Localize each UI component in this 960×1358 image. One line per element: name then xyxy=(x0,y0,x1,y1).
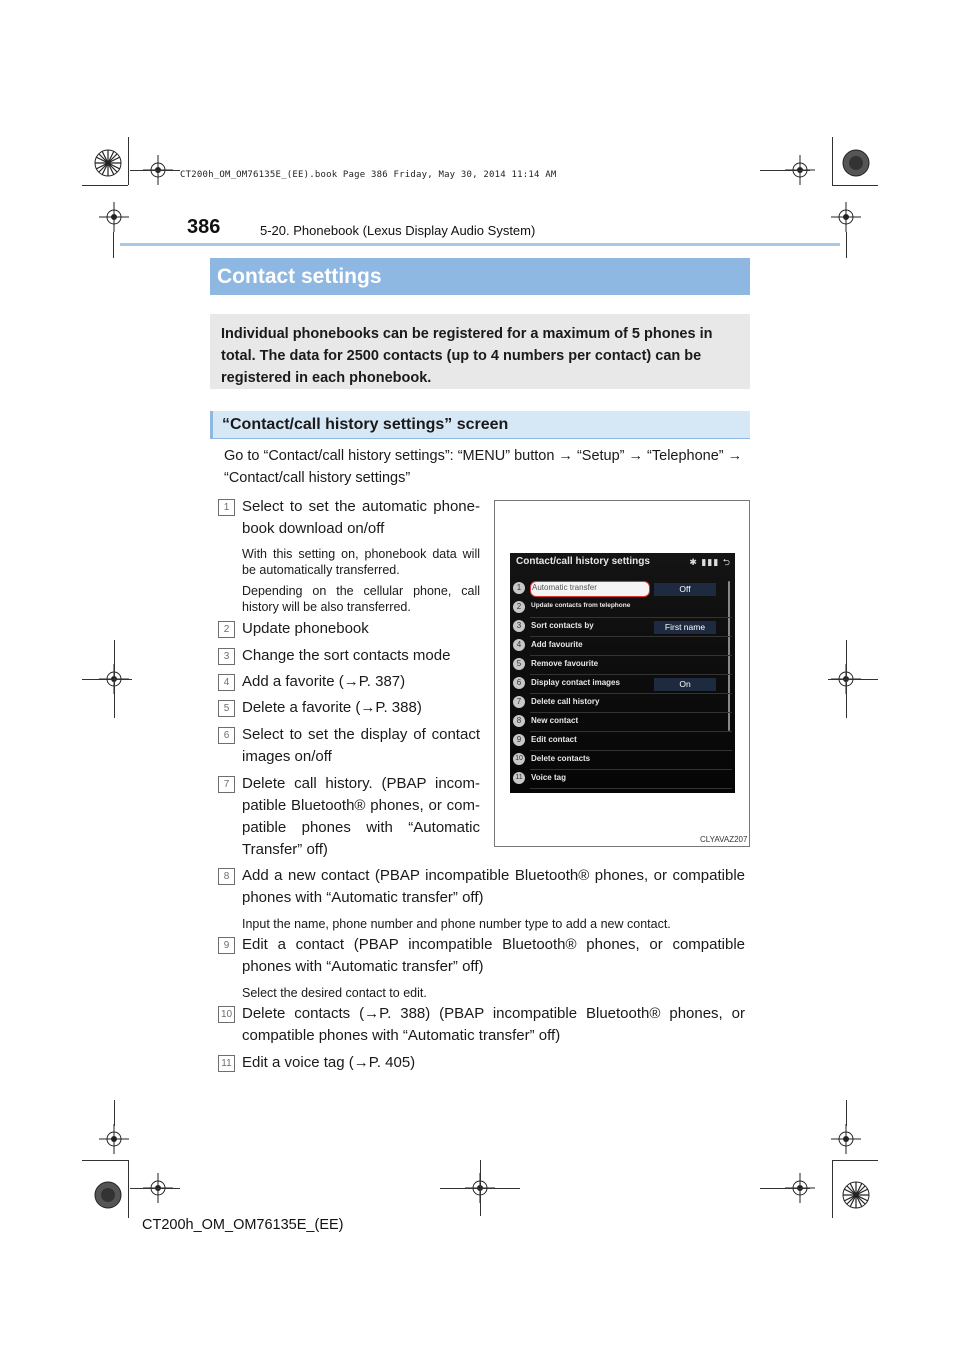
item-text: Update phonebook xyxy=(242,620,369,637)
item-number-badge: 8 xyxy=(218,868,235,885)
row-label: Remove favourite xyxy=(531,659,599,668)
item-text: Change the sort contacts mode xyxy=(242,647,451,664)
screen-row xyxy=(510,751,735,770)
item-number-badge: 2 xyxy=(218,621,235,638)
row-value: Off xyxy=(654,583,716,596)
row-label: Delete contacts xyxy=(531,754,591,763)
item-text: Edit a contact (PBAP incompatible Bluetooth® phones, or compatible phones with “Automatic transfer” off) xyxy=(242,936,745,975)
registration-wheel-icon xyxy=(838,1177,874,1213)
item-number-badge: 7 xyxy=(218,776,235,793)
item-text: Delete a favorite (→P. 388) xyxy=(242,699,422,716)
row-number-badge: 8 xyxy=(513,715,525,727)
item-note: Select the desired contact to edit. xyxy=(242,986,427,1000)
registration-disc-icon xyxy=(90,1177,126,1213)
screen-row xyxy=(510,675,735,694)
navigation-path: Go to “Contact/call history settings”: “MENU” button → “Setup” → “Telephone” → “Contact/call history settings” xyxy=(224,448,743,486)
book-info-line: CT200h_OM_OM76135E_(EE).book Page 386 Friday, May 30, 2014 11:14 AM xyxy=(180,170,557,180)
row-number-badge: 3 xyxy=(513,620,525,632)
registration-disc-icon xyxy=(838,145,874,181)
row-number-badge: 6 xyxy=(513,677,525,689)
crosshair-icon xyxy=(831,202,861,232)
screen-row xyxy=(510,656,735,675)
row-label: Automatic transfer xyxy=(532,583,597,592)
row-voice-tag xyxy=(530,770,732,789)
crosshair-icon xyxy=(99,202,129,232)
item-text: Select to set the display of contact images on/off xyxy=(242,726,480,765)
row-update-contacts xyxy=(530,599,732,618)
screen-row xyxy=(510,599,735,618)
crosshair-icon xyxy=(831,1124,861,1154)
screen-row xyxy=(510,713,735,732)
subsection-title: “Contact/call history settings” screen xyxy=(210,411,750,439)
row-label: Voice tag xyxy=(531,773,566,782)
row-number-badge: 9 xyxy=(513,734,525,746)
row-label: Add favourite xyxy=(531,640,583,649)
screen-row xyxy=(510,770,735,789)
screenshot-figure xyxy=(494,500,750,847)
screen-row xyxy=(510,618,735,637)
item-number-badge: 3 xyxy=(218,648,235,665)
crosshair-icon xyxy=(99,1124,129,1154)
item-number-badge: 5 xyxy=(218,700,235,717)
header-rule xyxy=(120,243,840,246)
row-number-badge: 4 xyxy=(513,639,525,651)
row-value: On xyxy=(654,678,716,691)
screen-row xyxy=(510,580,735,599)
item-text: Edit a voice tag (→P. 405) xyxy=(242,1054,416,1071)
row-number-badge: 5 xyxy=(513,658,525,670)
item-note: Depending on the cellular phone, call history will be also transferred. xyxy=(242,584,480,614)
row-edit-contact xyxy=(530,732,732,751)
screen-row xyxy=(510,732,735,751)
row-label: Update contacts from telephone xyxy=(531,602,631,609)
intro-box: Individual phonebooks can be registered for a maximum of 5 phones in total. The data for 2500 contacts (up to 4 numbers per contact) can be registered in each phonebook. xyxy=(210,314,750,389)
row-number-badge: 1 xyxy=(513,582,525,594)
item-text: Add a new contact (PBAP incompatible Bluetooth® phones, or compatible phones with “Automatic transfer” off) xyxy=(242,867,745,906)
item-number-badge: 4 xyxy=(218,674,235,691)
row-delete-call-history xyxy=(530,694,732,713)
item-text: Delete contacts (→P. 388) (PBAP incompatible Bluetooth® phones, or compatible phones with “Automatic transfer” off) xyxy=(242,1005,745,1044)
row-value: First name xyxy=(654,621,716,634)
row-number-badge: 2 xyxy=(513,601,525,613)
image-code: CLYAVAZ207 xyxy=(700,835,748,844)
row-number-badge: 10 xyxy=(513,753,525,765)
item-number-badge: 1 xyxy=(218,499,235,516)
footer-code: CT200h_OM_OM76135E_(EE) xyxy=(142,1217,344,1233)
row-add-favourite xyxy=(530,637,732,656)
row-label: New contact xyxy=(531,716,579,725)
item-number-badge: 11 xyxy=(218,1055,235,1072)
row-remove-favourite xyxy=(530,656,732,675)
page-number: 386 xyxy=(187,216,221,238)
row-automatic-transfer xyxy=(530,581,650,597)
row-new-contact xyxy=(530,713,732,732)
row-delete-contacts xyxy=(530,751,732,770)
row-number-badge: 11 xyxy=(513,772,525,784)
screen-row xyxy=(510,637,735,656)
item-number-badge: 6 xyxy=(218,727,235,744)
item-note: Input the name, phone number and phone number type to add a new contact. xyxy=(242,917,671,931)
item-number-badge: 9 xyxy=(218,937,235,954)
status-icons: ✱ ▮▮▮ ⮌ xyxy=(689,557,731,567)
row-label: Sort contacts by xyxy=(531,621,594,630)
row-label: Edit contact xyxy=(531,735,577,744)
item-text: Select to set the automatic phonebook download on/off xyxy=(242,498,480,537)
item-number-badge: 10 xyxy=(218,1006,235,1023)
breadcrumb: 5-20. Phonebook (Lexus Display Audio System) xyxy=(260,223,536,238)
registration-wheel-icon xyxy=(90,145,126,181)
row-label: Display contact images xyxy=(531,678,620,687)
row-label: Delete call history xyxy=(531,697,600,706)
screen-title: Contact/call history settings xyxy=(516,556,650,567)
device-screen xyxy=(510,553,735,793)
section-title: Contact settings xyxy=(210,258,750,295)
row-number-badge: 7 xyxy=(513,696,525,708)
screen-row xyxy=(510,694,735,713)
item-text: Delete call history. (PBAP incompatible Bluetooth® phones, or compatible phones with “Automatic Transfer” off) xyxy=(242,775,480,858)
item-text: Add a favorite (→P. 387) xyxy=(242,673,406,690)
item-note: With this setting on, phonebook data will be automatically transferred. xyxy=(242,547,480,577)
